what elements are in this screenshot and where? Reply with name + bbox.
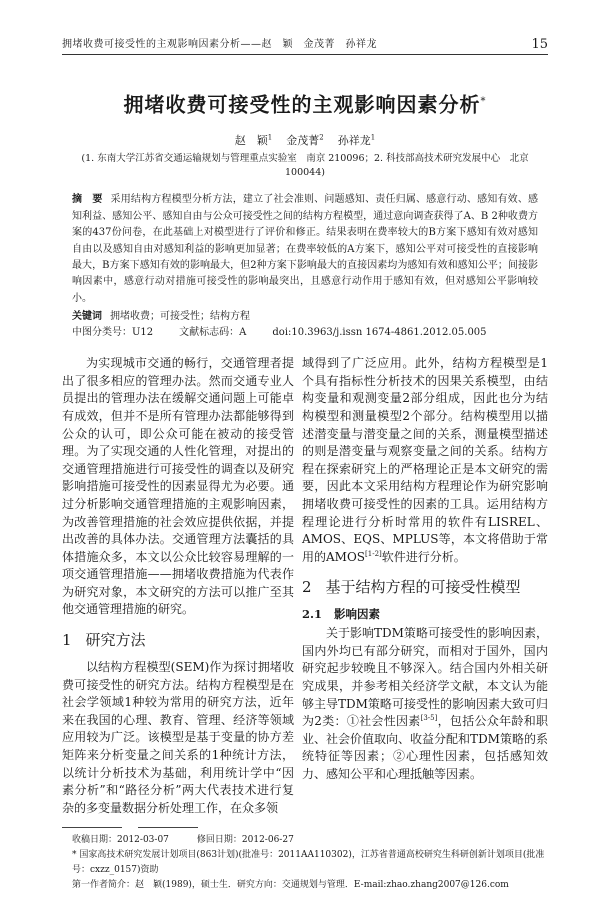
left-column (62, 355, 294, 817)
section-2-heading (302, 576, 548, 598)
intro-paragraph: 为实现城市交通的畅行，交通管理者提出了很多相应的管理办法。然而交通专业人员提出的管理办法在缓解交通问题上可能卓有成效，但并不是所有管理办法都能够得到公众的认可，即公众可能在被动的接受管理。为了实现交通的人性化管理，对提出的交通管理措施进行可接受性的调查以及研究影响措施可接受性的因素显得尤为必要。通过分析影响交通管理措施的主观影响因素，为改善管理措施的社会效应提供依据，并提出改善的具体办法。交通管理方法囊括的具体措施众多，本文以公众比较容易理解的一项交通管理措施——拥堵收费措施为代表作为研究对象，本文研究的方法可以推广至其他交通管理措施的研究。 (62, 356, 294, 617)
keywords-text: 拥堵收费；可接受性；结构方程 (110, 311, 250, 323)
revised-date: 修回日期：2012-06-27 (196, 835, 294, 846)
paragraph-text: ，包括公众年龄和职业、社会价值取向、收益分配和TDM策略的系统特征等因素；②心理性因素，包括感知效力、感知公平和心理抵触等因素。 (302, 714, 548, 782)
subsection-2-1-paragraph (302, 625, 548, 783)
clc-number: 中图分类号：U12 (72, 327, 154, 339)
subsection-2-1-heading (302, 606, 548, 623)
citation: [3-5] (420, 714, 438, 723)
right-column (302, 355, 548, 817)
author-list (62, 130, 548, 150)
running-header (62, 38, 548, 55)
abstract-label: 摘 要 (72, 194, 103, 206)
doi: doi:10.3963/j.issn 1674-4861.2012.05.005 (272, 327, 487, 339)
author-affil-mark: 2 (319, 133, 324, 142)
body-columns (62, 355, 548, 817)
subsection-title: 影响因素 (334, 607, 381, 622)
section-number: 1 (62, 631, 72, 650)
page-number: 15 (531, 37, 548, 52)
section-1-paragraph-continued (302, 355, 548, 566)
section-title: 基于结构方程的可接受性模型 (325, 578, 521, 597)
paragraph-text: 关于影响TDM策略可接受性的影响因素，国内外均已有部分研究，而相对于国外，国内研究起步较晚且不够深入。结合国内外相关研究成果，并参考相关经济学文献，本文认为能够主导TDM策略可接受性的影响因素大致可归为2类：①社会性因素 (302, 626, 548, 729)
paragraph-text: 域得到了广泛应用。此外，结构方程模型是1个具有指标性分析技术的因果关系模型，由结构变量和观测变量2部分组成，因此也分为结构模型和测量模型2个部分。结构模型用以描述潜变量与潜变量之间的关系，测量模型描述的则是潜变量与观察变量之间的关系。结构方程在探索研究上的严格理论正是本文研究的需要，因此本文采用结构方程理论作为研究影响拥堵收费可接受性的因素的工具。运用结构方程理论进行分析时常用的软件有LISREL、AMOS、EQS、MPLUS等，本文将借助于常用的AMOS (302, 356, 548, 564)
paper-title (62, 89, 548, 118)
section-title: 研究方法 (85, 631, 146, 650)
footnotes (72, 833, 548, 893)
keywords-label: 关键词 (72, 311, 102, 323)
dates-line (72, 833, 548, 848)
citation: [1-2] (365, 549, 382, 558)
section-number: 2 (302, 578, 312, 597)
keywords (72, 309, 538, 325)
author-name: 赵 颖 (234, 134, 268, 148)
section-1-paragraph: 以结构方程模型(SEM)作为探讨拥堵收费可接受性的研究方法。结构方程模型是在社会学领域1种较为常用的研究方法，近年来在我国的心理、教育、管理、经济等领域应用较为广泛。该模型是基于变量的协方差矩阵来分析变量之间关系的1种统计方法，以统计分析技术为基础，利用统计学中“因素分析”和“路径分析”两大代表技术进行复杂的多变量数据分析处理工作，在众多领 (62, 660, 294, 815)
subsection-number: 2.1 (302, 607, 323, 622)
received-date: 收稿日期：2012-03-07 (72, 835, 169, 846)
author (338, 134, 375, 147)
funding-note: * 国家高技术研究发展计划项目(863计划)(批准号：2011AA110302)，江苏省普通高校研究生科研创新计划项目(批准号：cxzz_0157)资助 (72, 850, 545, 876)
footnote-rule (62, 827, 122, 828)
title-text: 拥堵收费可接受性的主观影响因素分析 (123, 92, 481, 117)
affiliation: (1. 东南大学江苏省交通运输规划与管理重点实验室 南京 210096；2. 科技部高技术研究发展中心 北京 100044) (81, 153, 529, 179)
author-affil-mark: 1 (370, 133, 376, 142)
footnote-rule (138, 827, 198, 828)
author-name: 孙祥龙 (337, 134, 371, 148)
running-head-text: 拥堵收费可接受性的主观影响因素分析——赵 颖 金茂菁 孙祥龙 (62, 39, 377, 50)
author (235, 134, 272, 147)
document-code: 文献标志码：A (179, 327, 247, 339)
paragraph-text: 软件进行分析。 (381, 549, 466, 564)
abstract (72, 192, 538, 307)
author (286, 134, 323, 147)
first-author-note: 第一作者简介：赵 颖(1989)，硕士生．研究方向：交通规划与管理．E-mail:zhao.zhang2007@126.com (72, 880, 509, 891)
author-name: 金茂菁 (286, 134, 320, 148)
section-1-heading (62, 629, 294, 651)
author-affil-mark: 1 (267, 133, 273, 142)
abstract-text: 采用结构方程模型分析方法，建立了社会准则、问题感知、责任归属、感意行动、感知有效、感知利益、感知公平、感知自由与公众可接受性之间的结构方程模型，通过意向调查获得了A、B 2种收费方案的437份问卷，在此基础上对模型进行了评价和修正。结果表明在费率较大的B方案下感知有效对感知自由以及感知自由对感知利益的影响更加显著；在费率较低的A方案下，感知公平对可接受性的直接影响最大，B方案下感知有效的影响最大，但2种方案下影响最大的直接因素均为感知有效和感知公平；间接影响因素中，感意行动对措施可接受性的影响最突出，且感意行动作用于感知有效，但对感知公平影响较小。 (72, 194, 539, 304)
footnote-rule-group (62, 827, 548, 828)
title-footnote-mark: * (480, 96, 487, 107)
classification-line (72, 325, 538, 341)
